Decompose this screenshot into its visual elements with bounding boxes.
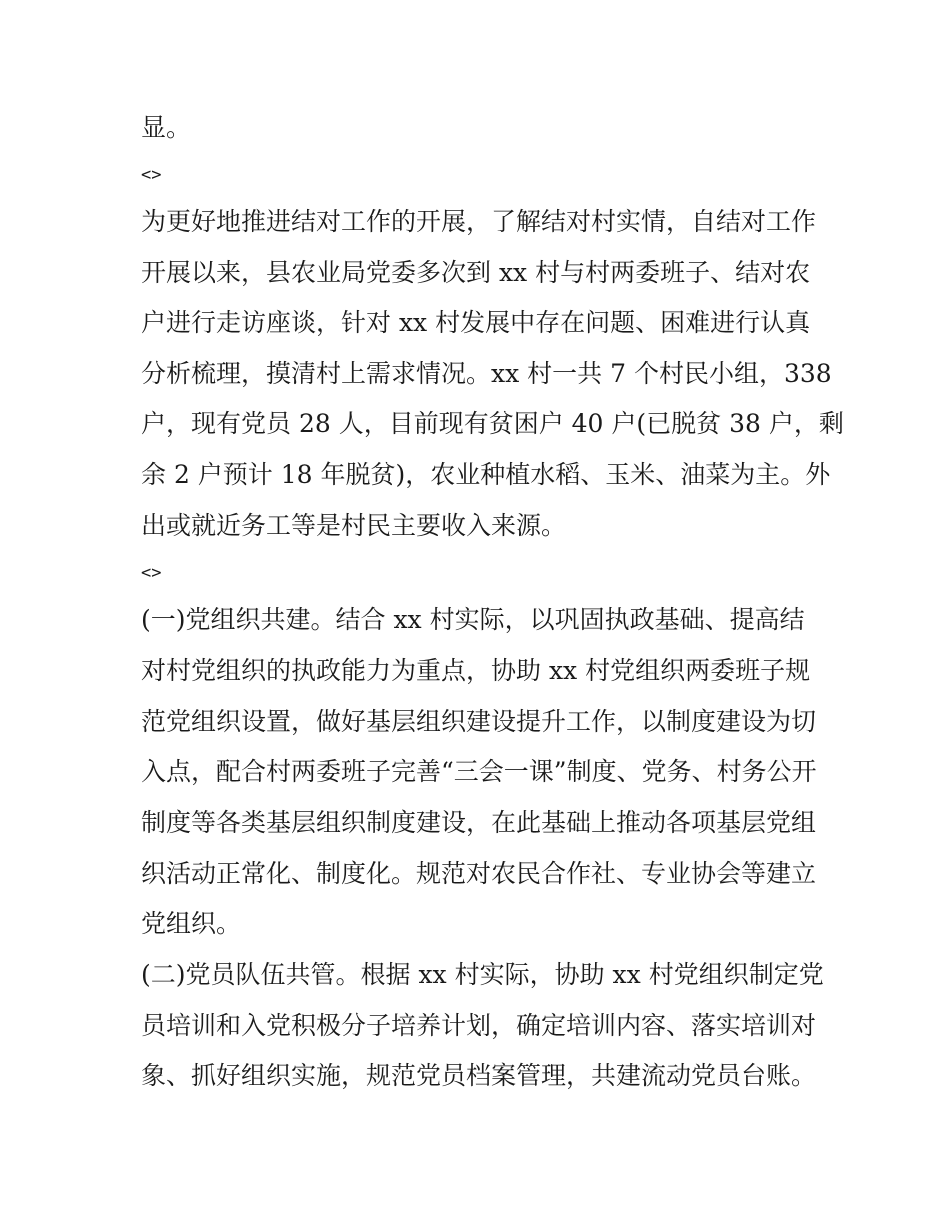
text-line-4: 开展以来，县农业局党委多次到 xx 村与村两委班子、结对农 [141, 258, 811, 287]
text-line-19: 员培训和入党积极分子培养计划，确定培训内容、落实培训对 [141, 1011, 817, 1040]
text-line-9: 出或就近务工等是村民主要收入来源。 [141, 511, 567, 540]
text-line-5: 户进行走访座谈，针对 xx 村发展中存在问题、困难进行认真 [141, 308, 811, 337]
text-line-18: (二)党员队伍共管。根据 xx 村实际，协助 xx 村党组织制定党 [141, 960, 824, 989]
text-line-3: 为更好地推进结对工作的开展，了解结对村实情，自结对工作 [141, 207, 817, 236]
text-line-13: 范党组织设置，做好基层组织建设提升工作，以制度建设为切 [141, 707, 817, 736]
text-line-20: 象、抓好组织实施，规范党员档案管理，共建流动党员台账。 [141, 1061, 817, 1090]
text-line-1: 显。 [141, 113, 192, 142]
text-line-14: 入点，配合村两委班子完善“三会一课”制度、党务、村务公开 [141, 757, 817, 786]
text-line-15: 制度等各类基层组织制度建设，在此基础上推动各项基层党组 [141, 808, 817, 837]
text-line-12: 对村党组织的执政能力为重点，协助 xx 村党组织两委班子规 [141, 656, 811, 685]
text-line-7: 户，现有党员 28 人，目前现有贫困户 40 户(已脱贫 38 户，剩 [141, 409, 844, 438]
section-marker-2: <> [141, 563, 162, 583]
text-line-11: (一)党组织共建。结合 xx 村实际，以巩固执政基础、提高结 [141, 605, 805, 634]
text-line-6: 分析梳理，摸清村上需求情况。xx 村一共 7 个村民小组，338 [141, 359, 832, 388]
text-line-8: 余 2 户预计 18 年脱贫)，农业种植水稻、玉米、油菜为主。外 [141, 460, 831, 489]
section-marker-1: <> [141, 165, 162, 185]
text-line-16: 织活动正常化、制度化。规范对农民合作社、专业协会等建立 [141, 859, 817, 888]
text-line-17: 党组织。 [141, 909, 242, 938]
